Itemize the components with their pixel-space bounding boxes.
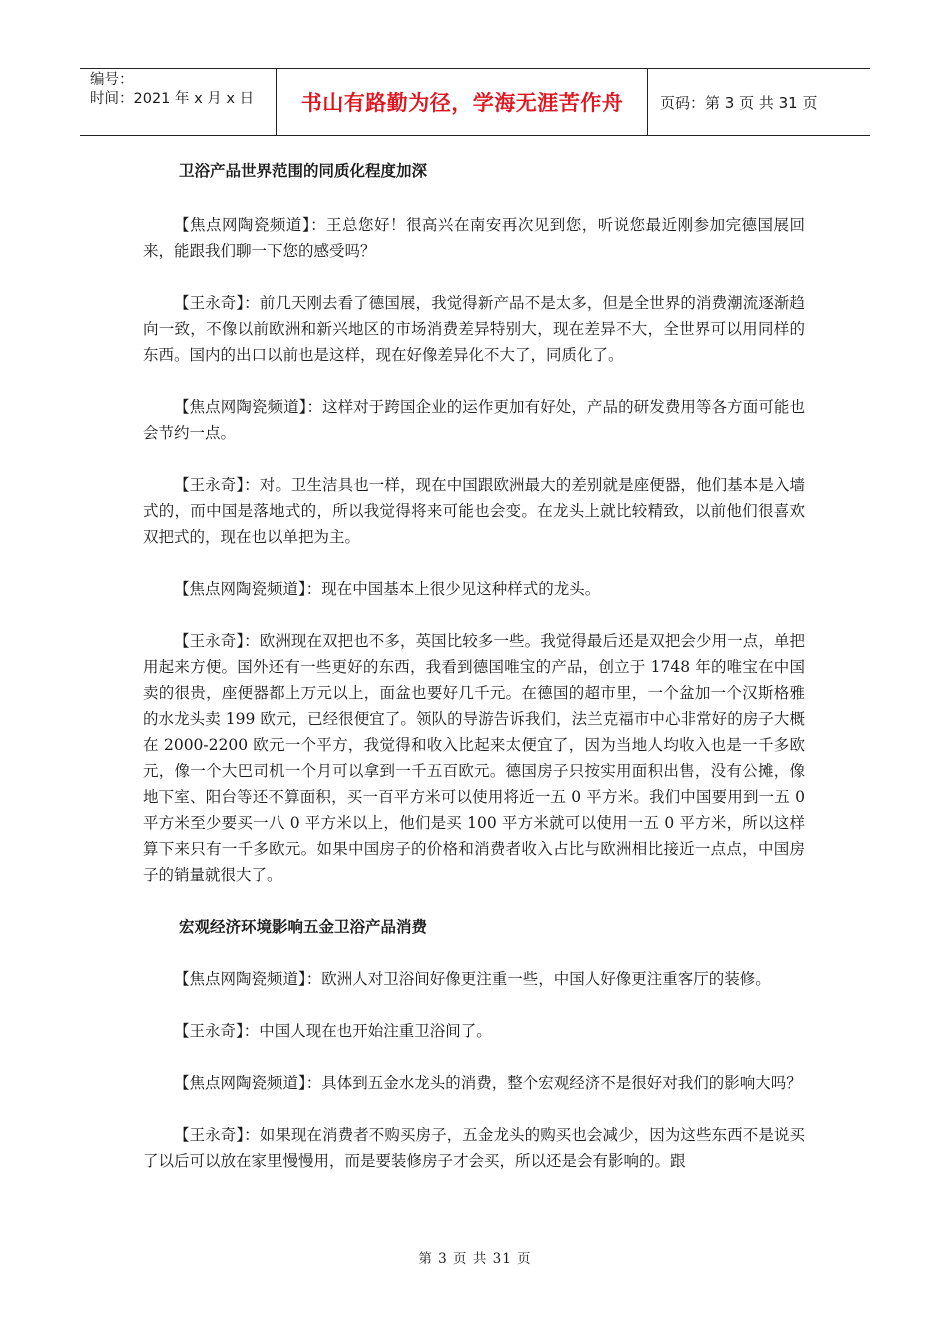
paragraph: 【焦点网陶瓷频道】：这样对于跨国企业的运作更加有好处，产品的研发费用等各方面可能也会节约一点。 [143,398,805,442]
paragraph: 【王永奇】：对。卫生洁具也一样，现在中国跟欧洲最大的差别就是座便器，他们基本是入墙式的，而中国是落地式的，所以我觉得将来可能也会变。在龙头上就比较精致，以前他们很喜欢双把式的，现在也以单把为主。 [143,476,805,546]
page-footer: 第 3 页 共 31 页 [418,1251,532,1267]
document-date: 时间：2021 年 x 月 x 日 [90,91,255,107]
header-meta [80,69,276,135]
document-body [143,158,805,1174]
paragraph: 【焦点网陶瓷频道】：欧洲人对卫浴间好像更注重一些，中国人好像更注重客厅的装修。 [174,970,771,988]
section-heading: 卫浴产品世界范围的同质化程度加深 [179,162,428,180]
paragraph: 【焦点网陶瓷频道】：王总您好！很高兴在南安再次见到您，听说您最近刚参加完德国展回来，能跟我们聊一下您的感受吗？ [143,216,805,260]
document-number-label: 编号： [90,72,134,88]
paragraph: 【王永奇】：欧洲现在双把也不多，英国比较多一些。我觉得最后还是双把会少用一点，单把用起来方便。国外还有一些更好的东西，我看到德国唯宝的产品，创立于 1748 年的唯宝在中国卖的很贵，座便器都上万元以上，面盆也要好几千元。在德国的超市里，一个盆加一个汉斯格雅的水龙头卖 199 欧元，已经很便宜了。领队的导游告诉我们，法兰克福市中心非常好的房子大概在 2000-2200 欧元一个平方，我觉得和收入比起来太便宜了，因为当地人均收入也是一千多欧元，像一个大巴司机一个月可以拿到一千五百欧元。德国房子只按实用面积出售，没有公摊，像地下室、阳台等还不算面积，买一百平方米可以使用将近一五 0 平方米。我们中国要用到一五 0 平方米至少要买一八 0 平方米以上，他们是买 100 平方米就可以使用一五 0 平方米，所以这样算下来只有一千多欧元。如果中国房子的价格和消费者收入占比与欧洲相比接近一点点，中国房子的销量就很大了。 [143,632,805,884]
paragraph: 【王永奇】：如果现在消费者不购买房子，五金龙头的购买也会减少，因为这些东西不是说买了以后可以放在家里慢慢用，而是要装修房子才会买，所以还是会有影响的。跟 [143,1126,805,1170]
paragraph: 【焦点网陶瓷频道】：现在中国基本上很少见这种样式的龙头。 [174,580,601,598]
header-motto: 书山有路勤为径，学海无涯苦作舟 [276,69,648,135]
paragraph: 【焦点网陶瓷频道】：具体到五金水龙头的消费，整个宏观经济不是很好对我们的影响大吗？ [174,1074,802,1092]
paragraph: 【王永奇】：前几天刚去看了德国展，我觉得新产品不是太多，但是全世界的消费潮流逐渐趋向一致，不像以前欧洲和新兴地区的市场消费差异特别大，现在差异不大，全世界可以用同样的东西。国内的出口以前也是这样，现在好像差异化不大了，同质化了。 [143,294,805,364]
header-page-info: 页码：第 3 页 共 31 页 [660,93,818,112]
paragraph: 【王永奇】：中国人现在也开始注重卫浴间了。 [174,1022,492,1040]
section-heading: 宏观经济环境影响五金卫浴产品消费 [179,918,428,936]
page-header [80,68,870,136]
